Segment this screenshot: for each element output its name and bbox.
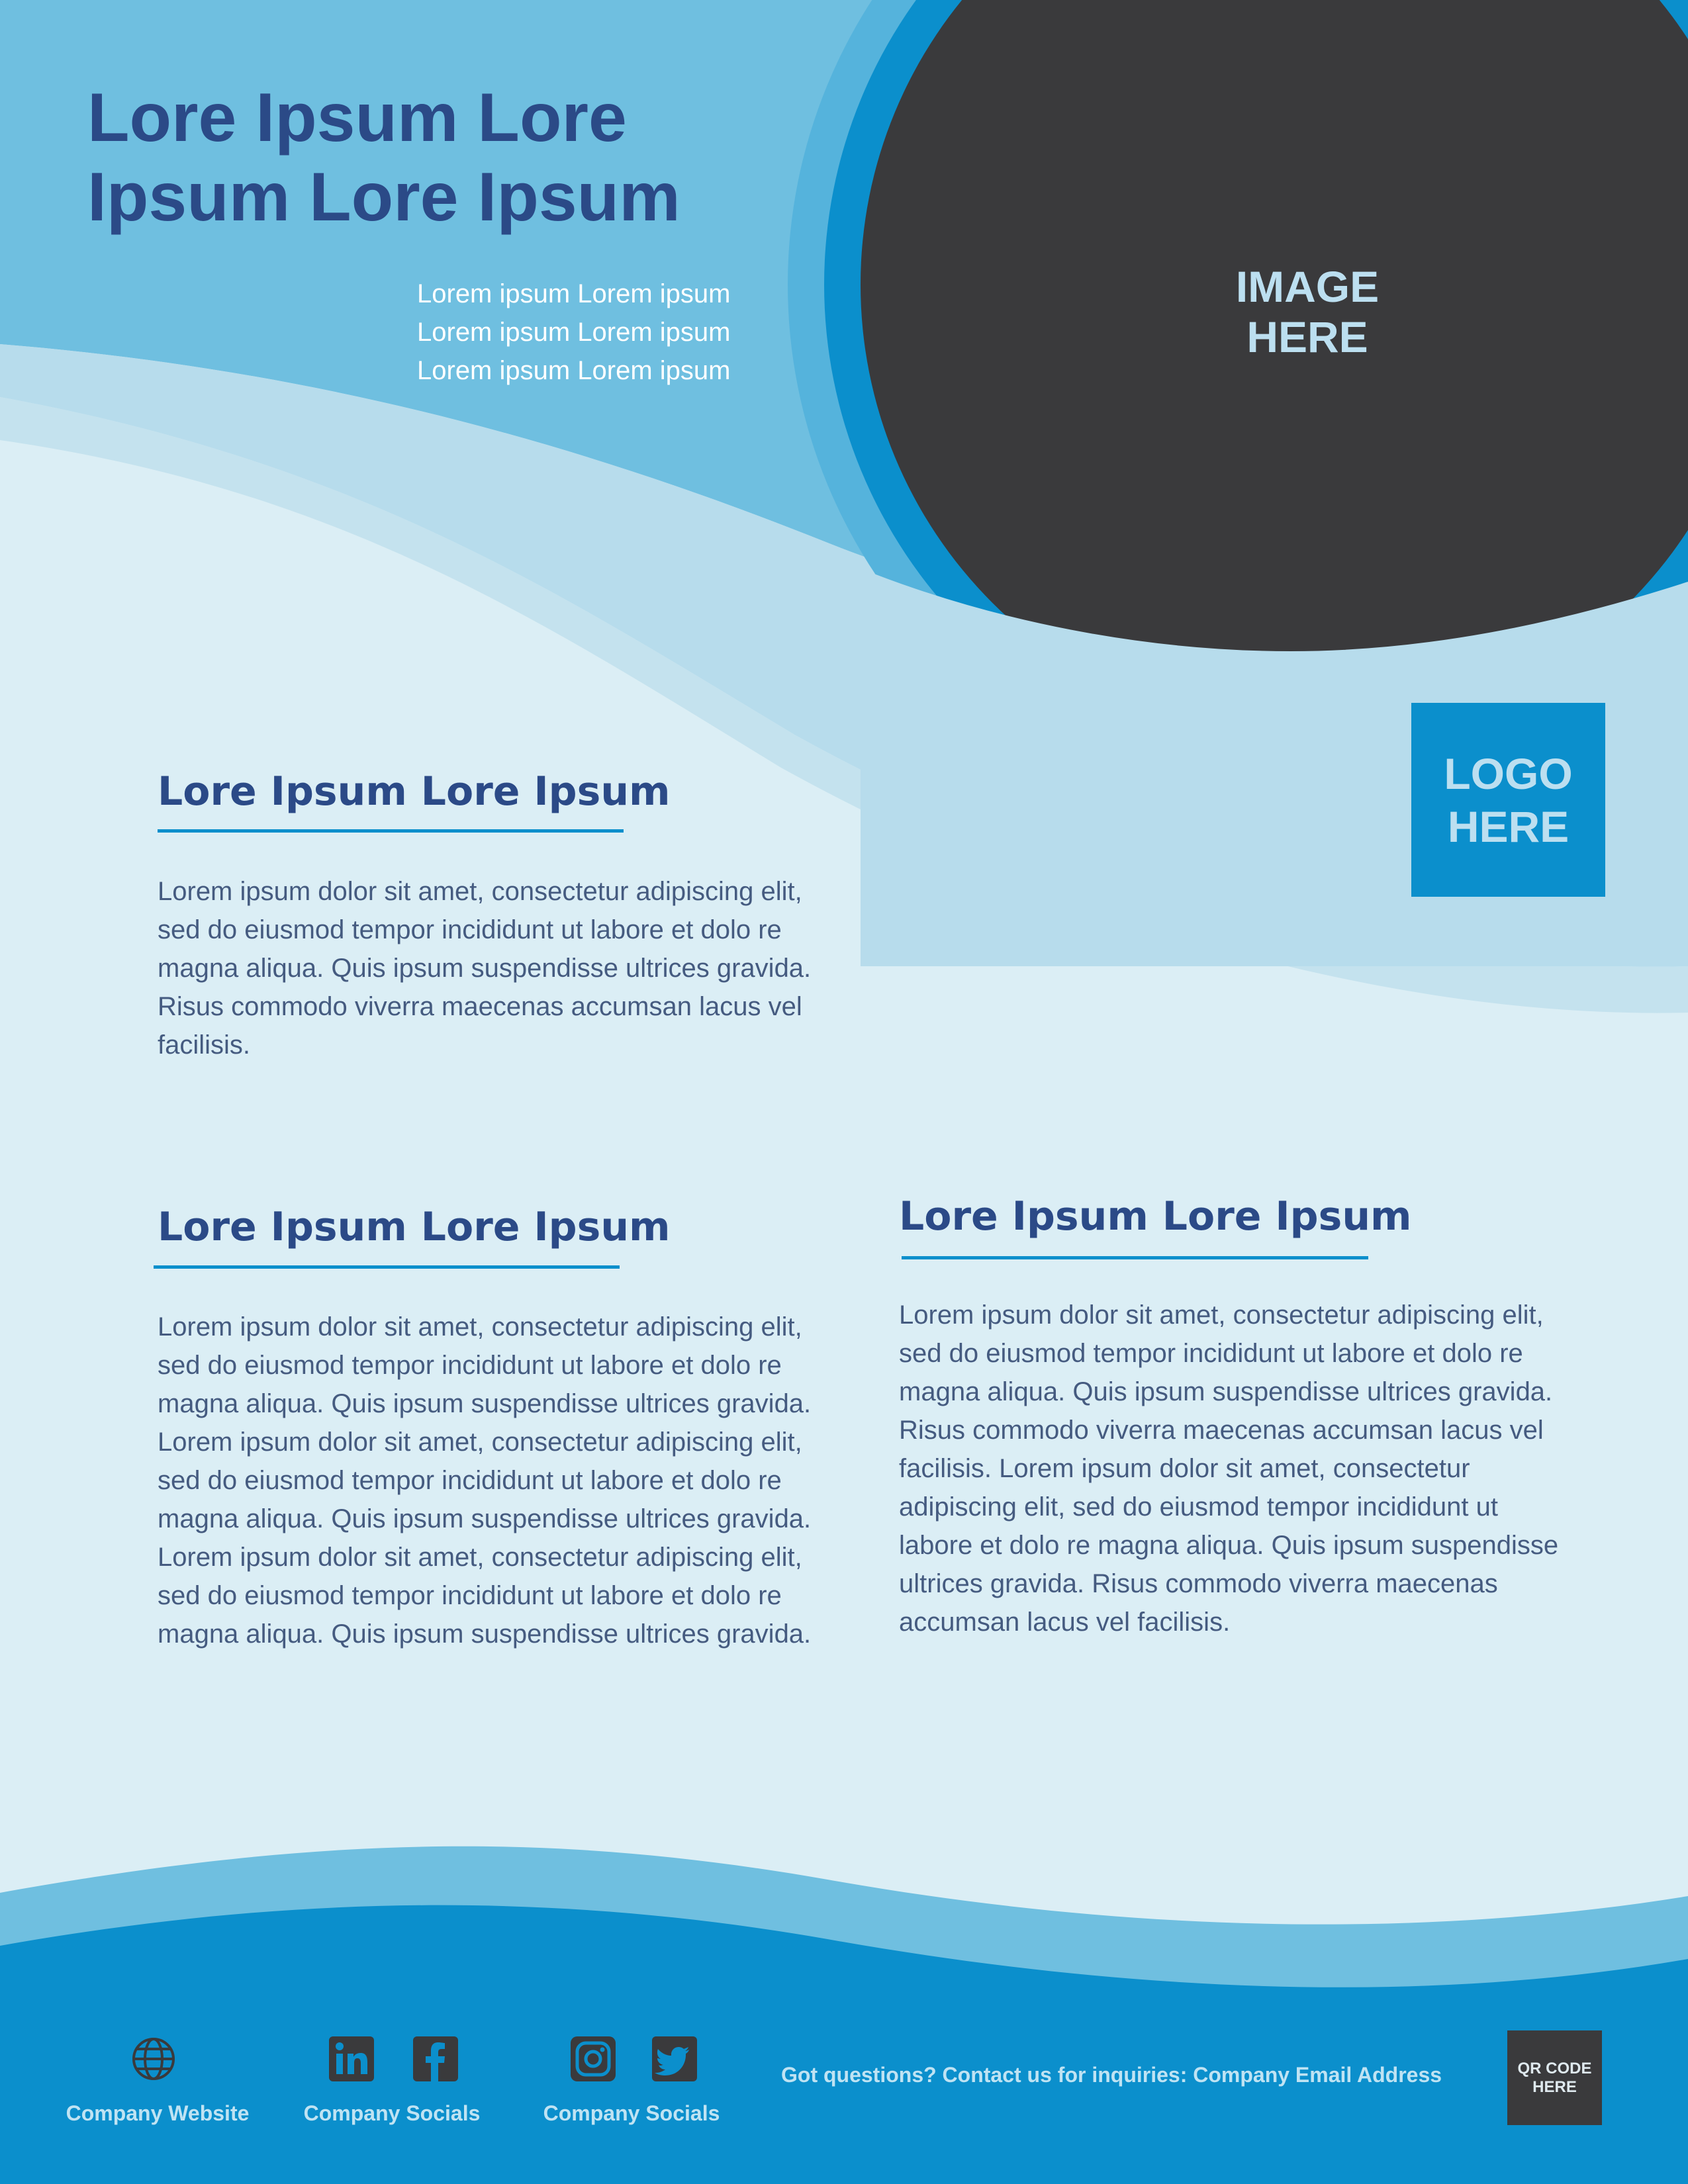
section-1-body: Lorem ipsum dolor sit amet, consectetur adipiscing elit, sed do eiusmod tempor incididunt ut labore et dolo re magna aliqua. Quis ipsum suspendisse ultrices gravida. Risus commodo viverra maecenas accumsan lacus vel facilisis.: [158, 877, 812, 1060]
company-website-label[interactable]: Company Website: [66, 2101, 250, 2125]
qr-code-text: QR CODE HERE: [1517, 2059, 1592, 2096]
linkedin-icon[interactable]: [329, 2036, 374, 2081]
section-2-heading: Lore Ipsum Lore Ipsum: [158, 1204, 671, 1250]
qr-code-box: [1507, 2030, 1602, 2125]
section-3-rule: [902, 1256, 1368, 1259]
company-socials-label-1[interactable]: Company Socials: [303, 2101, 481, 2125]
section-2-rule: [154, 1265, 620, 1269]
contact-line: Got questions? Contact us for inquiries: Company Email Address: [781, 2063, 1442, 2087]
company-socials-label-2[interactable]: Company Socials: [543, 2101, 720, 2125]
facebook-icon[interactable]: [413, 2036, 458, 2081]
image-placeholder: IMAGE HERE: [1235, 262, 1380, 361]
subtitle-line-2: Lorem ipsum Lorem ipsum: [417, 318, 731, 347]
logo-box: [1411, 703, 1605, 897]
section-1-heading: Lore Ipsum Lore Ipsum: [158, 768, 671, 815]
subtitle-line-1: Lorem ipsum Lorem ipsum: [417, 279, 731, 308]
subtitle-line-3: Lorem ipsum Lorem ipsum: [417, 356, 731, 385]
twitter-icon[interactable]: [652, 2036, 697, 2081]
section-3-body: Lorem ipsum dolor sit amet, consectetur adipiscing elit, sed do eiusmod tempor incididunt ut labore et dolo re magna aliqua. Quis ipsum suspendisse ultrices gravida. Risus commodo viverra maecenas accumsan lacus vel facilisis. Lorem ipsum dolor sit amet, consectetur adipiscing elit, sed do eiusmod tempor incididunt ut labore et dolo re magna aliqua. Quis ipsum suspendisse ultrices gravida. Risus commodo viverra maecenas accumsan lacus vel facilisis.: [899, 1300, 1559, 1637]
section-3-heading: Lore Ipsum Lore Ipsum: [899, 1193, 1412, 1240]
main-title: Lore Ipsum Lore Ipsum Lore Ipsum: [87, 79, 680, 236]
section-2-body: Lorem ipsum dolor sit amet, consectetur adipiscing elit, sed do eiusmod tempor incididunt ut labore et dolo re magna aliqua. Quis ipsum suspendisse ultrices gravida. Lorem ipsum dolor sit amet, consectetur adipiscing elit, sed do eiusmod tempor incididunt ut labore et dolo re magna aliqua. Quis ipsum suspendisse ultrices gravida. Lorem ipsum dolor sit amet, consectetur adipiscing elit, sed do eiusmod tempor incididunt ut labore et dolo re magna aliqua. Quis ipsum suspendisse ultrices gravida.: [158, 1312, 812, 1649]
logo-text: LOGO HERE: [1444, 749, 1573, 851]
globe-icon[interactable]: [131, 2036, 176, 2081]
instagram-icon[interactable]: [571, 2036, 616, 2081]
section-1-rule: [158, 829, 624, 833]
